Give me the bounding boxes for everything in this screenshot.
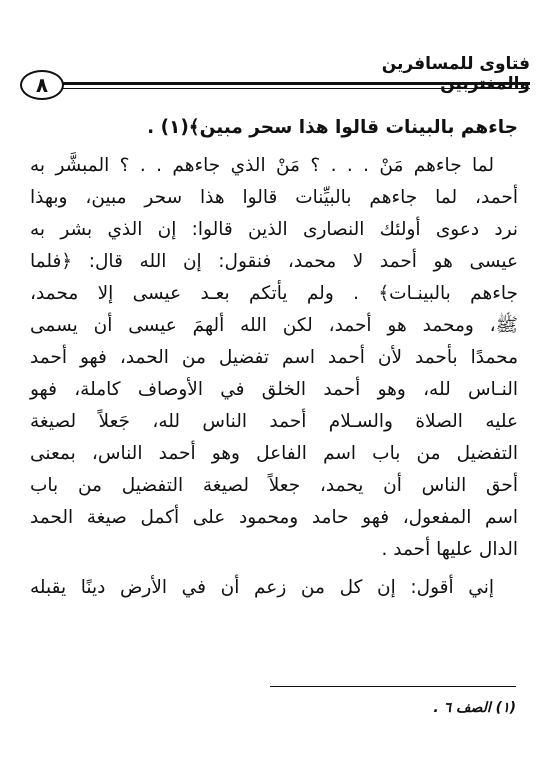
- body-line-3: أحمد، لما جاءهم بالبيِّنات قالوا هذا سحر مبين، وبهذا: [30, 187, 518, 208]
- page-number-badge: ٨: [20, 70, 64, 100]
- body-line-15: إني أقول: إن كل من زعم أن في الأرض دينًا يقبله: [30, 577, 494, 598]
- running-header-title: فتاوى للمسافرين: [381, 54, 530, 74]
- body-line-8: محمدًا بأحمد لأن أحمد اسم تفضيل من الحمد، فهو أحمد: [30, 347, 518, 368]
- body-line-10: عليه الصلاة والسـلام أحمد الناس لله، جَعلاً لصيغة: [30, 411, 518, 432]
- body-line-11: التفضيل من باب اسم الفاعل وهو أحمد الناس، بمعنى: [30, 443, 518, 464]
- body-line-13: اسم المفعول، فهو حامد ومحمود على أكمل صيغة الحمد: [30, 507, 518, 528]
- body-line-14: الدال عليها أحمد .: [381, 539, 518, 560]
- body-line-9: النـاس لله، وهو أحمد الخلق في الأوصاف كاملة، فهو: [30, 379, 518, 400]
- header-rule-thin: [62, 88, 530, 89]
- footnote: (١) الصف ٦ .: [433, 700, 516, 716]
- body-line-12: أحق الناس أن يحمد، جعلاً لصيغة التفضيل من باب: [30, 475, 518, 496]
- header-rule-thick: [62, 82, 530, 85]
- footnote-rule: [270, 686, 516, 687]
- body-line-6: جاءهم بالبينـات﴾ . ولم يأتكم بعـد عيسى إلا محمد،: [30, 283, 518, 304]
- body-line-4: نرد دعوى أولئك النصارى الذين قالوا: إن الذي بشر به: [30, 219, 518, 240]
- body-line-5: عيسى هو أحمد لا محمد، فنقول: إن الله قال: ﴿فلما: [30, 251, 518, 272]
- body-line-2: لما جاءهم مَنْ . . . ؟ مَنْ الذي جاءهم . . ؟ المبشَّر به: [30, 155, 494, 176]
- body-line-1: جاءهم بالبينات قالوا هذا سحر مبين﴾(١) .: [147, 117, 518, 138]
- body-line-7: ﷺ، ومحمد هو أحمد، لكن الله ألهمَ عيسى أن يسمى: [30, 315, 518, 336]
